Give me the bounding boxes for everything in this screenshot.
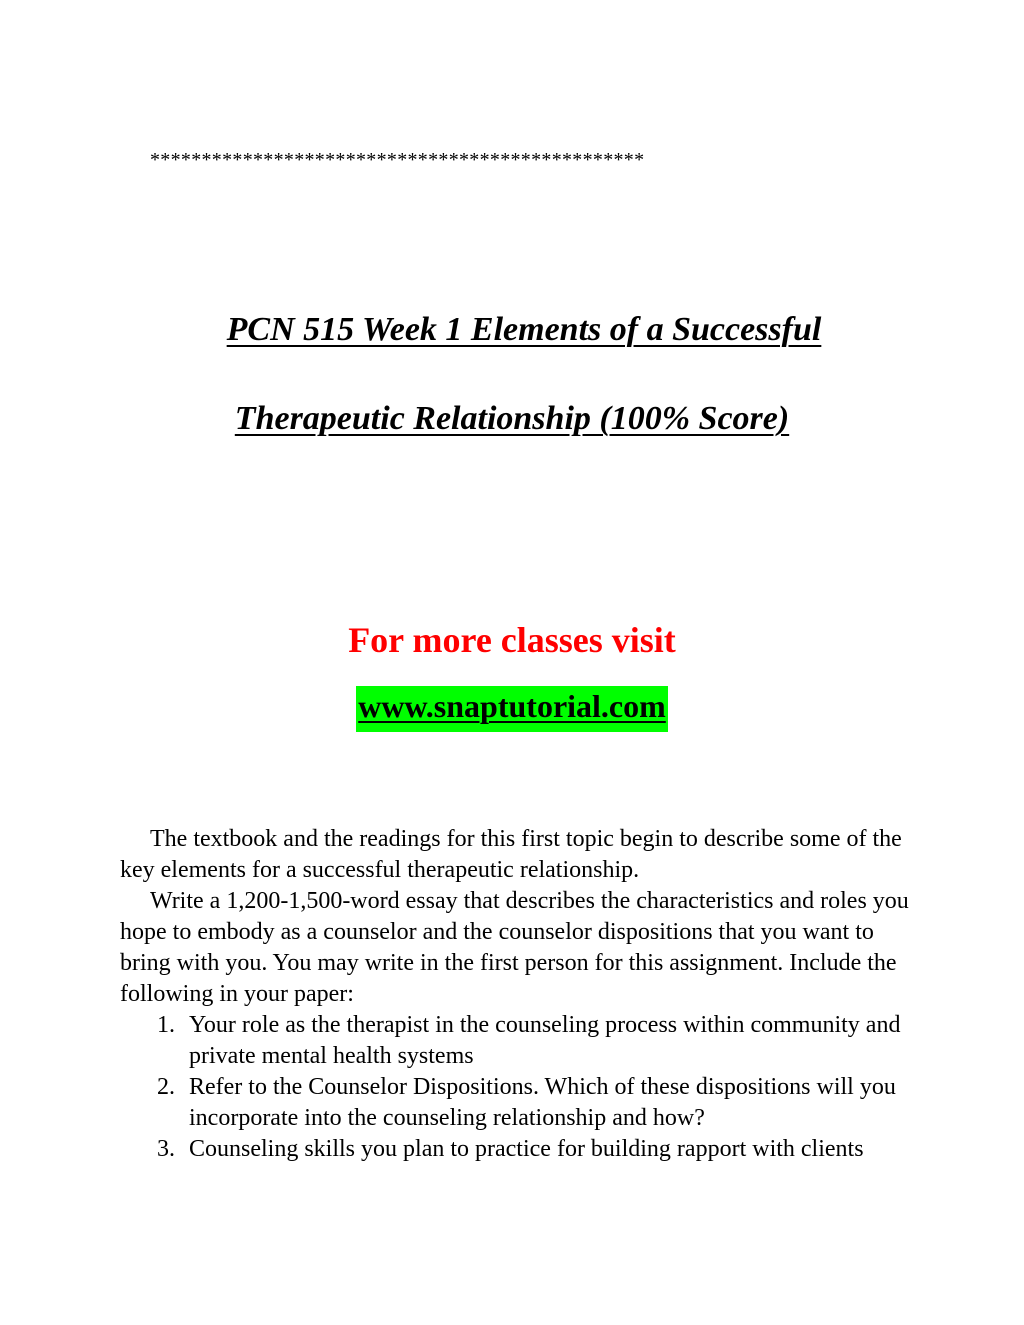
intro-paragraph: The textbook and the readings for this first topic begin to describe some of the key elements for a successful therapeutic relationship. bbox=[120, 826, 902, 883]
promo-url-container bbox=[0, 686, 1024, 732]
asterisk-divider: ************************************************ bbox=[150, 149, 645, 171]
list-item: 2. Refer to the Counselor Dispositions. Which of these dispositions will you incorporate into the counseling relationship and how? bbox=[181, 1072, 910, 1134]
requirements-list bbox=[120, 1010, 910, 1165]
instructions-paragraph: Write a 1,200-1,500-word essay that describes the characteristics and roles you hope to embody as a counselor and the counselor dispositions that you want to bring with you. You may write in the first person for this assignment. Include the following in your paper: bbox=[120, 888, 909, 1007]
promo-url-link[interactable]: www.snaptutorial.com bbox=[356, 686, 668, 732]
assignment-body bbox=[120, 824, 910, 1165]
promo-text: For more classes visit bbox=[348, 620, 676, 660]
document-title-line-1: PCN 515 Week 1 Elements of a Successful bbox=[226, 311, 822, 348]
list-item: 3. Counseling skills you plan to practice for building rapport with clients bbox=[181, 1134, 910, 1165]
document-title-line-2: Therapeutic Relationship (100% Score) bbox=[234, 400, 790, 437]
list-item: 1. Your role as the therapist in the counseling process within community and private mental health systems bbox=[181, 1010, 910, 1072]
